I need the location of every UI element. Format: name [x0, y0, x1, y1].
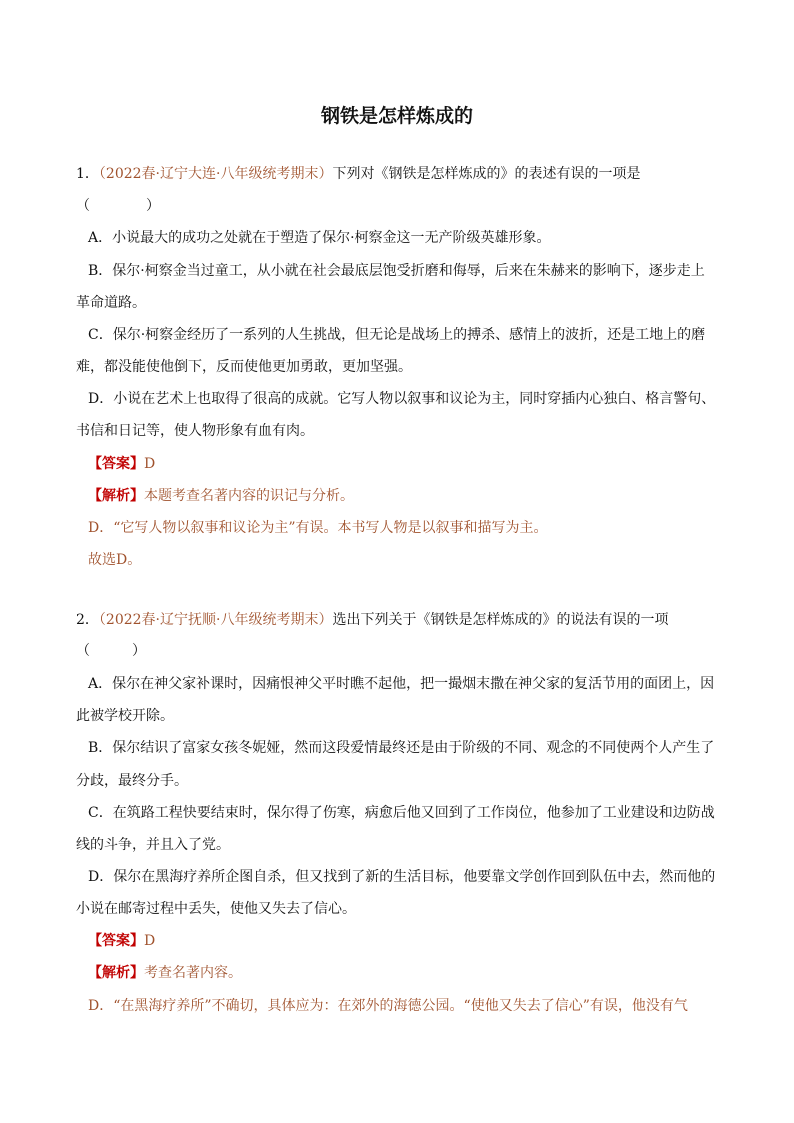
question-source: （2022春·辽宁大连·八年级统考期末）	[98, 166, 333, 182]
option-b-cont: 革命道路。	[76, 295, 146, 311]
option-c-cont: 线的斗争，并且入了党。	[76, 837, 230, 853]
document-title: 钢铁是怎样炼成的	[320, 105, 473, 127]
analysis-text: 本题考查名著内容的识记与分析。	[144, 488, 354, 504]
answer-blank: （ ）	[76, 643, 146, 659]
question-stem	[76, 164, 640, 184]
question-number: 1．	[76, 166, 99, 182]
answer-blank: （ ）	[76, 198, 160, 214]
answer-value: D	[144, 456, 156, 472]
option-a: A．保尔在神父家补课时，因痛恨神父平时瞧不起他，把一撮烟末撒在神父家的复活节用的面团上，因	[88, 676, 715, 692]
option-a: A．小说最大的成功之处就在于塑造了保尔·柯察金这一无产阶级英雄形象。	[88, 230, 551, 246]
option-b: B．保尔·柯察金当过童工，从小就在社会最底层饱受折磨和侮辱，后来在朱赫来的影响下，逐步走上	[88, 263, 705, 279]
analysis-text: 考查名著内容。	[144, 965, 242, 981]
question-stem	[76, 610, 668, 630]
answer-tag: 【答案】	[88, 456, 144, 472]
conclusion-line: 故选D。	[88, 552, 142, 568]
explanation-line: D．“它写人物以叙事和议论为主”有误。本书写人物是以叙事和描写为主。	[88, 520, 548, 536]
answer-tag: 【答案】	[88, 933, 144, 949]
analysis-line	[88, 963, 242, 983]
option-d-cont: 书信和日记等，使人物形象有血有肉。	[76, 423, 314, 439]
answer-value: D	[144, 933, 156, 949]
option-d-cont: 小说在邮寄过程中丢失，使他又失去了信心。	[76, 901, 356, 917]
question-source: （2022春·辽宁抚顺·八年级统考期末）	[98, 612, 333, 628]
option-c: C．保尔·柯察金经历了一系列的人生挑战，但无论是战场上的搏杀、感情上的波折，还是工地上的磨	[88, 327, 706, 343]
option-a-cont: 此被学校开除。	[76, 708, 174, 724]
option-c: C．在筑路工程快要结束时，保尔得了伤寒，病愈后他又回到了工作岗位，他参加了工业建设和边防战	[88, 805, 715, 821]
option-b-cont: 分歧，最终分手。	[76, 773, 188, 789]
question-number: 2．	[76, 612, 99, 628]
analysis-tag: 【解析】	[88, 488, 144, 504]
option-c-cont: 难，都没能使他倒下，反而使他更加勇敢，更加坚强。	[76, 359, 412, 375]
question-text: 选出下列关于《钢铁是怎样炼成的》的说法有误的一项	[332, 612, 669, 628]
question-text: 下列对《钢铁是怎样炼成的》的表述有误的一项是	[332, 166, 641, 182]
option-b: B．保尔结识了富家女孩冬妮娅，然而这段爱情最终还是由于阶级的不同、观念的不同使两个人产生了	[88, 740, 715, 756]
answer-line	[88, 931, 155, 951]
answer-line	[88, 454, 155, 474]
analysis-line	[88, 486, 354, 506]
option-d: D．保尔在黑海疗养所企图自杀，但又找到了新的生活目标，他要靠文学创作回到队伍中去，然而他的	[88, 869, 716, 885]
option-d: D．小说在艺术上也取得了很高的成就。它写人物以叙事和议论为主，同时穿插内心独白、格言警句、	[88, 391, 716, 407]
analysis-tag: 【解析】	[88, 965, 144, 981]
explanation-line: D．“在黑海疗养所”不确切，具体应为：在郊外的海德公园。“使他又失去了信心”有误，他没有气	[88, 998, 688, 1014]
